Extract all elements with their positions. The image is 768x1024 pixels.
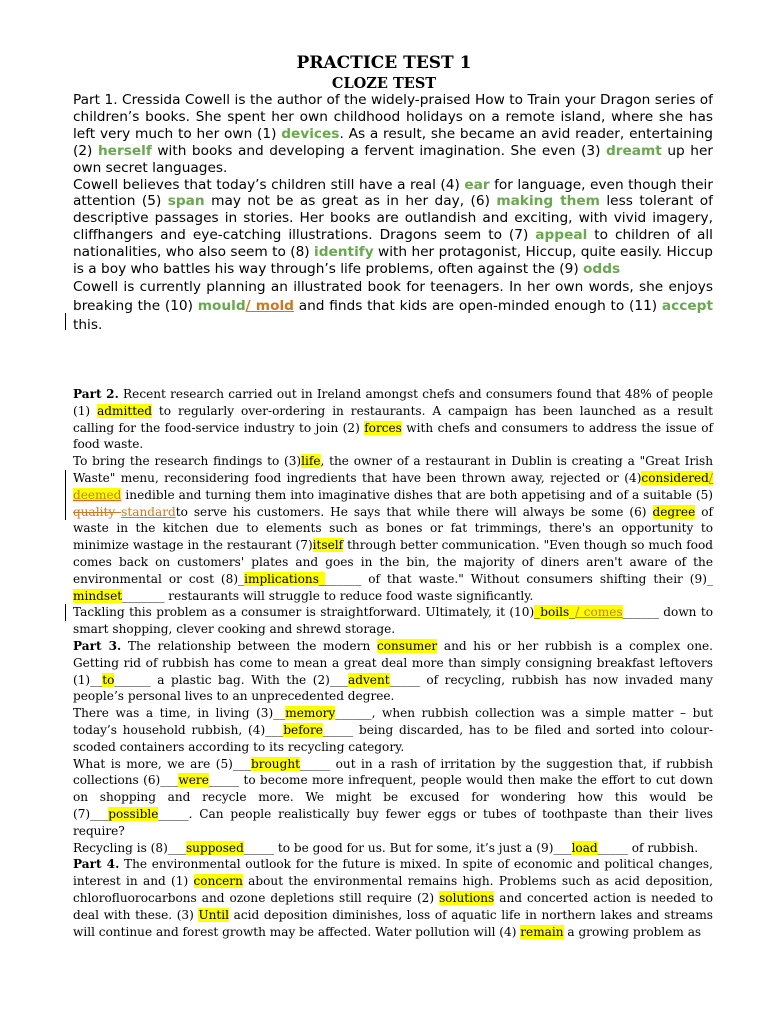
answer-2: forces	[364, 420, 402, 435]
answer-8: implications_	[244, 571, 325, 586]
answer-1: devices	[281, 125, 340, 142]
answer-7: appeal	[535, 227, 588, 244]
answer-3: dreamt	[605, 142, 662, 159]
answer-6: degree	[652, 504, 696, 519]
part1-label: Part 1.	[73, 92, 118, 108]
answer-4: remain	[520, 924, 564, 939]
part2-label: Part 2.	[73, 387, 119, 401]
answer-8: identify	[314, 244, 374, 261]
answer-4: considered	[641, 470, 709, 485]
part3-label: Part 3.	[73, 638, 122, 653]
answer-5: span	[167, 193, 205, 210]
part4-label: Part 4.	[73, 857, 120, 872]
answer-10-alt: / mold	[245, 297, 294, 314]
answer-7: possible	[108, 806, 159, 821]
answer-6: were	[178, 773, 209, 788]
answer-10: _boils_	[534, 605, 576, 620]
answer-3: life	[301, 454, 321, 469]
answer-2: advent	[348, 672, 390, 687]
part2-paragraph: Part 2. Recent research carried out in Ireland amongst chefs and consumers found that 48% of people (1) admitted to regularly over-ordering in restaurants. A campaign has been launched as a result calling for the food-service industry to join (2) forces with chefs and consumers to address the issue of food waste. To bring the research findings to (3)life, the owner of a restaurant in Dublin is creating a "Great Irish Waste" menu, reconsidering food ingredients that have been thrown away, rejected or (4)considered/ deemed inedible and turning them into imaginative dishes that are both appetising and of a suitable (5) quality standardto serve his customers. He says that while there will always be some (6) degree of waste in the kitchen due to elements such as bones or fat trimmings, there's an opportunity to minimize wastage in the restaurant (7)itself through better communication. "Even though so much food comes back on customers' plates and goes in the bin, the majority of diners aren't aware of the environmental or cost (8)_implications_______ of that waste." Without consumers shifting their (9)_ mindset_______ restaurants will struggle to reduce food waste significantly. Tackling this problem as a consumer is straightforward. Ultimately, it (10)_boils_/ comes______ down to smart shopping, clever cooking and shrewd storage. Part 3. The relationship between the modern consumer and his or her rubbish is a complex one. Getting rid of rubbish has come to mean a great deal more than simply consigning breakfast leftovers (1)__to______ a plastic bag. With the (2)___advent_____ of recycling, rubbish has now invaded many people’s personal lives to an unprecedented degree. There was a time, in living (3)__memory______, when rubbish collection was a simple matter – but today’s household rubbish, (4)___before_____ being discarded, has to be filed and sorted into colour-scoded containers according to its recycling category. What is more, we are (5)___brought_____ out in a rash of irritation by the suggestion that, if rubbish collections (6)___were_____ to become more infrequent, people would then make the effort to cut down on shopping and recycle more. We might be excused for wondering how this would be (7)___possible_____. Can people realistically buy fewer eggs or tubes of toothpaste than their lives require? Recycling is (8)___supposed_____ to be good for us. But for some, it’s just a (9)___load_____ of rubbish. Part 4. The environmental outlook for the future is mixed. In spite of economic and political changes, interest in and (1) concern about the environmental remains high. Problems such as acid deposition, chlorofluorocarbons and ozone depletions still require (2) solutions and concerted action is needed to deal with these. (3) Until acid deposition diminishes, loss of aquatic life in northern lakes and streams will continue and forest growth may be affected. Water pollution will (4) remain a growing problem as	[73, 387, 714, 939]
deleted-word: quality	[73, 504, 122, 519]
answer-5: standard	[121, 504, 176, 519]
answer-8: supposed	[185, 840, 244, 855]
answer-9: mindset	[73, 588, 123, 603]
answer-3: memory	[285, 706, 336, 721]
revision-bar	[65, 313, 66, 330]
answer-6: making them	[496, 193, 600, 210]
answer-1: admitted	[97, 403, 152, 418]
answer-5: brought	[251, 756, 300, 771]
part1-paragraph: Part 1. Cressida Cowell is the author of the widely-praised How to Train your Dragon series of children’s books. She spent her own childhood holidays on a remote island, where she has left very much to her own (1) devices. As a result, she became an avid reader, entertaining (2) herself with books and developing a fervent imagination. She even (3) dreamt up her own secret languages. Cowell believes that today’s children still have a real (4) ear for language, even though their attention (5) span may not be as great as in her day, (6) making them less tolerant of descriptive passages in stories. Her books are outlandish and exciting, with vivid imagery, cliffhangers and eye-catching illustrations. Dragons seem to (7) appeal to children of all nationalities, who also seem to (8) identify with her protagonist, Hiccup, quite easily. Hiccup is a boy who battles his way through’s life problems, often against the (9) odds Cowell is currently planning an illustrated book for teenagers. In her own words, she enjoys breaking the (10) mould/ mold and finds that kids are open-minded enough to (11) accept this.	[73, 92, 713, 333]
answer-2: solutions	[439, 890, 495, 905]
answer-10-alt: / comes	[575, 605, 623, 620]
answer-4: ear	[464, 176, 490, 193]
page-title: PRACTICE TEST 1	[296, 53, 472, 73]
page-subtitle: CLOZE TEST	[331, 75, 437, 92]
answer-1: concern	[193, 874, 243, 889]
answer-9: odds	[583, 261, 621, 278]
answer-1: to	[102, 672, 115, 687]
answer-0: consumer	[376, 638, 438, 653]
answer-10: mould	[197, 297, 246, 314]
answer-11: accept	[661, 297, 713, 314]
revision-bar	[65, 470, 66, 520]
revision-bar	[65, 604, 66, 621]
answer-3: Until	[198, 907, 230, 922]
answer-4-alt: / deemed	[73, 470, 713, 502]
answer-2: herself	[97, 142, 152, 159]
answer-7: itself	[312, 538, 344, 553]
answer-4: before	[283, 722, 323, 737]
answer-9: load	[571, 840, 598, 855]
